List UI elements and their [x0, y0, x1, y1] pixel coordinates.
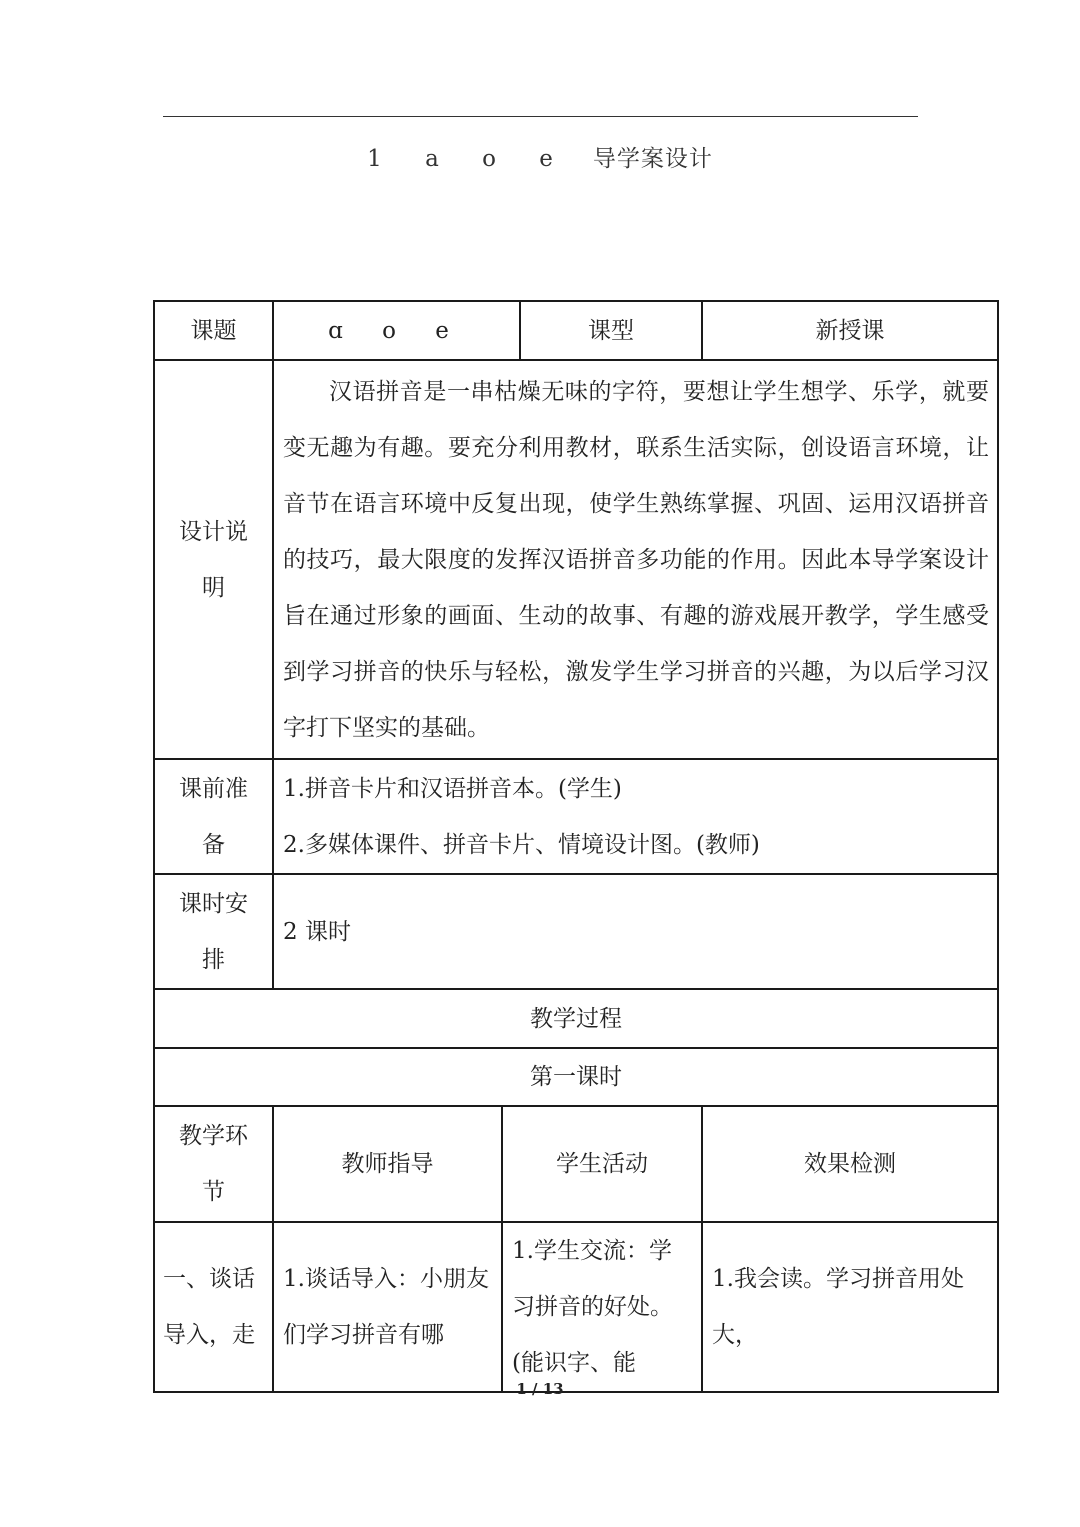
column-header: 学生活动 [502, 1106, 702, 1222]
column-header-row [154, 1106, 998, 1222]
design-text: 汉语拼音是一串枯燥无味的字符，要想让学生想学、乐学，就要变无趣为有趣。要充分利用教材，联系生活实际，创设语言环境，让音节在语言环境中反复出现，使学生熟练掌握、巩固、运用汉语拼音的技巧，最大限度的发挥汉语拼音多功能的作用。因此本导学案设计旨在通过形象的画面、生动的故事、有趣的游戏展开教学，学生感受到学习拼音的快乐与轻松，激发学生学习拼音的兴趣，为以后学习汉字打下坚实的基础。 [283, 378, 989, 741]
doc-title-text: 导学案设计 [592, 146, 713, 172]
schedule-value: 2 课时 [273, 874, 998, 989]
subject-label: 课题 [154, 301, 273, 360]
process-header-row [154, 989, 998, 1048]
subject-row [154, 301, 998, 360]
row-cell: 1.我会读。学习拼音用处大， [702, 1222, 998, 1392]
lesson-header-row [154, 1048, 998, 1106]
type-value: 新授课 [702, 301, 998, 360]
schedule-row [154, 874, 998, 989]
prep-row [154, 759, 998, 874]
row-cell: 1.谈话导入：小朋友们学习拼音有哪 [273, 1222, 502, 1392]
process-header: 教学过程 [154, 989, 998, 1048]
page-number: 1 / 13 [516, 1380, 564, 1398]
header-rule [163, 116, 918, 117]
design-cell [273, 360, 998, 759]
column-header: 效果检测 [702, 1106, 998, 1222]
design-label: 设计说明 [154, 360, 273, 759]
prep-item: 1.拼音卡片和汉语拼音本。(学生) [283, 775, 622, 802]
prep-cell [273, 759, 998, 874]
row-cell: 1.学生交流：学习拼音的好处。(能识字、能 [502, 1222, 702, 1392]
type-label: 课型 [520, 301, 702, 360]
schedule-label: 课时安排 [154, 874, 273, 989]
column-header: 教师指导 [273, 1106, 502, 1222]
doc-title [0, 140, 1080, 173]
lesson-header: 第一课时 [154, 1048, 998, 1106]
subject-value: ɑ o e [273, 301, 520, 360]
row-cell: 一、谈话导入，走 [154, 1222, 273, 1392]
table-row [154, 1222, 998, 1392]
lesson-plan-table [153, 300, 999, 1393]
column-header: 教学环节 [154, 1106, 273, 1222]
doc-title-pinyin: 1 a o e [367, 146, 571, 172]
prep-item: 2.多媒体课件、拼音卡片、情境设计图。(教师) [283, 831, 760, 858]
prep-label: 课前准备 [154, 759, 273, 874]
design-row [154, 360, 998, 759]
